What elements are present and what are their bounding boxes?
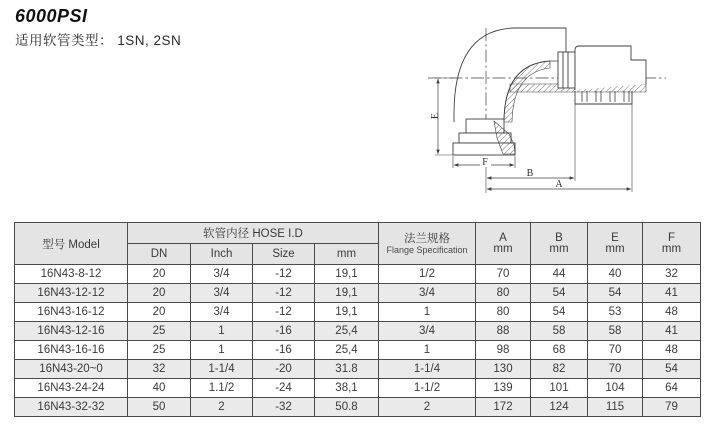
cell-flange: 1	[379, 341, 476, 360]
col-header-dim-e	[588, 223, 643, 265]
cell-b: 54	[531, 284, 588, 303]
cell-dn: 25	[128, 341, 191, 360]
cell-f: 41	[643, 322, 701, 341]
cell-f: 48	[643, 341, 701, 360]
cell-f: 41	[643, 284, 701, 303]
cell-flange: 1-1/4	[379, 360, 476, 379]
cell-a: 172	[476, 398, 531, 417]
cell-size: -12	[253, 284, 315, 303]
cell-e: 53	[588, 303, 643, 322]
collar	[558, 52, 575, 88]
cell-b: 101	[531, 379, 588, 398]
cell-inch: 3/4	[191, 284, 253, 303]
cell-e: 104	[588, 379, 643, 398]
cell-mm: 19,1	[315, 303, 379, 322]
cell-a: 139	[476, 379, 531, 398]
cell-b: 124	[531, 398, 588, 417]
cell-model: 16N43-32-32	[15, 398, 128, 417]
table-row	[15, 360, 701, 379]
cell-model: 16N43-12-16	[15, 322, 128, 341]
cell-model: 16N43-8-12	[15, 265, 128, 284]
cell-f: 64	[643, 379, 701, 398]
dim-f-unit: mm	[661, 243, 682, 255]
col-header-mm: mm	[315, 244, 379, 265]
cell-inch: 1	[191, 341, 253, 360]
barb-outline	[575, 91, 632, 104]
cell-e: 58	[588, 322, 643, 341]
cell-model: 16N43-24-24	[15, 379, 128, 398]
page-subtitle: 适用软管类型： 1SN, 2SN	[15, 33, 182, 48]
cell-b: 68	[531, 341, 588, 360]
cell-size: -20	[253, 360, 315, 379]
cell-flange: 1	[379, 303, 476, 322]
cell-size: -12	[253, 303, 315, 322]
cell-inch: 1-1/4	[191, 360, 253, 379]
cell-b: 58	[531, 322, 588, 341]
cell-f: 54	[643, 360, 701, 379]
cell-mm: 19,1	[315, 265, 379, 284]
dim-b-letter: B	[555, 232, 563, 244]
cell-mm: 25,4	[315, 322, 379, 341]
cell-dn: 50	[128, 398, 191, 417]
cell-inch: 1	[191, 322, 253, 341]
cell-a: 70	[476, 265, 531, 284]
cell-flange: 3/4	[379, 322, 476, 341]
cell-dn: 20	[128, 284, 191, 303]
dim-label-a: A	[555, 179, 563, 190]
dim-e-unit: mm	[605, 243, 625, 255]
table-row	[15, 284, 701, 303]
cell-flange: 1/2	[379, 265, 476, 284]
dim-label-f: F	[482, 157, 488, 168]
cell-inch: 1.1/2	[191, 379, 253, 398]
col-header-hose-id-group: 软管内径 HOSE I.D	[128, 223, 379, 244]
cell-size: -16	[253, 322, 315, 341]
dim-f-letter: F	[667, 232, 676, 244]
cell-a: 130	[476, 360, 531, 379]
dim-a-letter: A	[499, 232, 507, 244]
cell-f: 48	[643, 303, 701, 322]
table-row	[15, 322, 701, 341]
dim-label-e: E	[430, 112, 441, 120]
cell-inch: 3/4	[191, 265, 253, 284]
cell-mm: 25,4	[315, 341, 379, 360]
cell-model: 16N43-12-12	[15, 284, 128, 303]
cell-b: 54	[531, 303, 588, 322]
cell-dn: 40	[128, 379, 191, 398]
cell-model: 16N43-16-16	[15, 341, 128, 360]
table-row	[15, 379, 701, 398]
cell-size: -32	[253, 398, 315, 417]
col-header-inch: Inch	[191, 244, 253, 265]
cell-dn: 20	[128, 303, 191, 322]
cell-flange: 2	[379, 398, 476, 417]
cell-e: 54	[588, 284, 643, 303]
cell-inch: 3/4	[191, 303, 253, 322]
cell-dn: 25	[128, 322, 191, 341]
barb-ribs	[582, 91, 629, 102]
cell-mm: 38,1	[315, 379, 379, 398]
cell-f: 79	[643, 398, 701, 417]
cell-model: 16N43-20~0	[15, 360, 128, 379]
cell-e: 115	[588, 398, 643, 417]
col-header-flange-spec	[379, 223, 476, 265]
cell-b: 44	[531, 265, 588, 284]
cell-e: 40	[588, 265, 643, 284]
socket-outline	[575, 46, 646, 90]
cell-size: -16	[253, 341, 315, 360]
fitting-technical-drawing	[423, 8, 705, 220]
table-row	[15, 398, 701, 417]
cell-a: 88	[476, 322, 531, 341]
cell-e: 70	[588, 341, 643, 360]
cell-mm: 50.8	[315, 398, 379, 417]
cell-flange: 1-1/2	[379, 379, 476, 398]
col-header-dim-a	[476, 223, 531, 265]
cell-dn: 20	[128, 265, 191, 284]
cell-model: 16N43-16-12	[15, 303, 128, 322]
table-row	[15, 265, 701, 284]
flange-spec-en: Flange Specification	[386, 244, 468, 255]
elbow-fitting-diagram	[423, 8, 705, 220]
col-header-dim-b	[531, 223, 588, 265]
cell-e: 70	[588, 360, 643, 379]
cell-f: 32	[643, 265, 701, 284]
col-header-model: 型号 Model	[15, 223, 128, 265]
cell-a: 80	[476, 284, 531, 303]
table-row	[15, 341, 701, 360]
page-title: 6000PSI	[15, 6, 88, 26]
cell-a: 80	[476, 303, 531, 322]
dim-label-b: B	[526, 168, 534, 179]
table-row	[15, 303, 701, 322]
cell-dn: 32	[128, 360, 191, 379]
cell-a: 98	[476, 341, 531, 360]
dim-e-letter: E	[611, 232, 619, 244]
dim-a-unit: mm	[493, 243, 513, 255]
spec-table	[14, 222, 701, 417]
flange-spec-zh: 法兰规格	[404, 232, 450, 245]
cell-b: 82	[531, 360, 588, 379]
cell-size: -24	[253, 379, 315, 398]
col-header-dn: DN	[128, 244, 191, 265]
cell-size: -12	[253, 265, 315, 284]
cell-inch: 2	[191, 398, 253, 417]
dim-b-unit: mm	[549, 243, 569, 255]
col-header-size: Size	[253, 244, 315, 265]
cell-mm: 31.8	[315, 360, 379, 379]
cell-mm: 19,1	[315, 284, 379, 303]
col-header-dim-f	[643, 223, 701, 265]
cell-flange: 3/4	[379, 284, 476, 303]
